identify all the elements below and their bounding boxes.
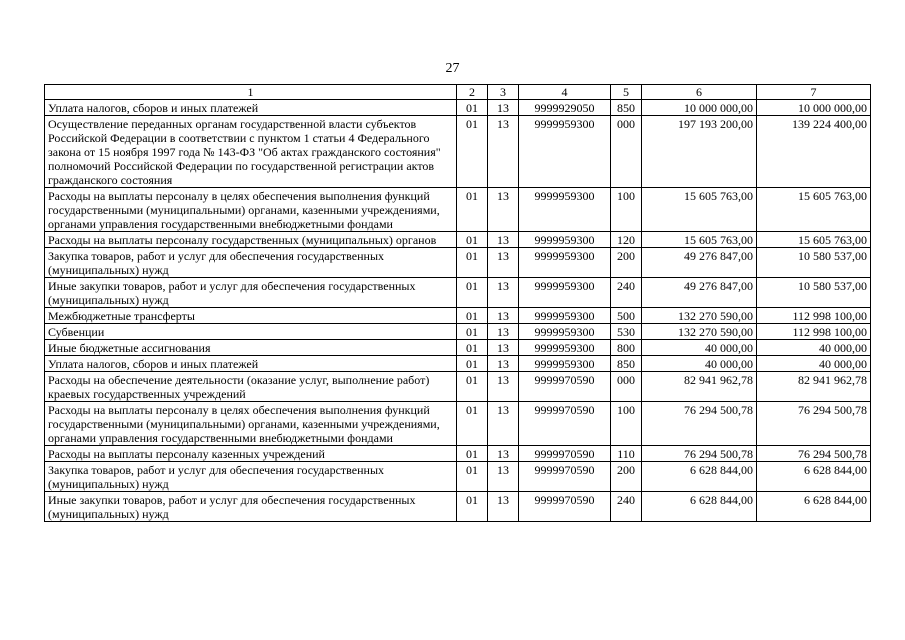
row-amount-7: 76 294 500,78: [757, 402, 871, 446]
row-target-code: 9999959300: [519, 356, 611, 372]
row-subsection: 13: [488, 278, 519, 308]
header-col-6: 6: [642, 85, 757, 100]
row-target-code: 9999970590: [519, 446, 611, 462]
row-name: Уплата налогов, сборов и иных платежей: [45, 356, 457, 372]
row-name: Расходы на выплаты персоналу в целях обеспечения выполнения функций государственными (муниципальными) органами, казенными учреждениями, органами управления государственными внебюджетными фондами: [45, 188, 457, 232]
row-section: 01: [457, 100, 488, 116]
table-row: [45, 356, 871, 372]
row-subsection: 13: [488, 324, 519, 340]
row-section: 01: [457, 232, 488, 248]
header-row: [45, 85, 871, 100]
row-subsection: 13: [488, 372, 519, 402]
row-expense-type: 000: [611, 372, 642, 402]
row-expense-type: 850: [611, 356, 642, 372]
row-name: Уплата налогов, сборов и иных платежей: [45, 100, 457, 116]
row-target-code: 9999959300: [519, 248, 611, 278]
page-number: 27: [445, 61, 460, 76]
row-section: 01: [457, 116, 488, 188]
row-target-code: 9999959300: [519, 188, 611, 232]
header-col-1: 1: [45, 85, 457, 100]
row-amount-7: 15 605 763,00: [757, 188, 871, 232]
row-subsection: 13: [488, 248, 519, 278]
row-expense-type: 800: [611, 340, 642, 356]
budget-table: [44, 84, 871, 522]
row-name: Осуществление переданных органам государственной власти субъектов Российской Федерации в соответствии с пунктом 1 статьи 4 Федерального закона от 15 ноября 1997 года № 143-ФЗ "Об актах гражданского состояния" полномочий Российской Федерации по государственной регистрации актов гражданского состояния: [45, 116, 457, 188]
row-amount-6: 15 605 763,00: [642, 232, 757, 248]
row-section: 01: [457, 356, 488, 372]
header-col-2: 2: [457, 85, 488, 100]
row-target-code: 9999970590: [519, 372, 611, 402]
row-subsection: 13: [488, 188, 519, 232]
row-name: Расходы на выплаты персоналу казенных учреждений: [45, 446, 457, 462]
row-section: 01: [457, 340, 488, 356]
table-row: [45, 188, 871, 232]
row-amount-7: 10 580 537,00: [757, 248, 871, 278]
row-expense-type: 850: [611, 100, 642, 116]
row-expense-type: 530: [611, 324, 642, 340]
row-expense-type: 200: [611, 248, 642, 278]
row-subsection: 13: [488, 308, 519, 324]
row-subsection: 13: [488, 462, 519, 492]
row-amount-6: 6 628 844,00: [642, 462, 757, 492]
row-expense-type: 500: [611, 308, 642, 324]
table-row: [45, 308, 871, 324]
row-subsection: 13: [488, 446, 519, 462]
row-expense-type: 240: [611, 278, 642, 308]
row-expense-type: 110: [611, 446, 642, 462]
row-name: Иные закупки товаров, работ и услуг для обеспечения государственных (муниципальных) нужд: [45, 278, 457, 308]
row-subsection: 13: [488, 100, 519, 116]
row-amount-6: 10 000 000,00: [642, 100, 757, 116]
row-section: 01: [457, 278, 488, 308]
header-col-5: 5: [611, 85, 642, 100]
row-name: Расходы на обеспечение деятельности (оказание услуг, выполнение работ) краевых государственных учреждений: [45, 372, 457, 402]
table-row: [45, 116, 871, 188]
row-amount-7: 10 580 537,00: [757, 278, 871, 308]
row-expense-type: 100: [611, 402, 642, 446]
row-target-code: 9999970590: [519, 402, 611, 446]
row-expense-type: 120: [611, 232, 642, 248]
row-amount-6: 49 276 847,00: [642, 248, 757, 278]
row-subsection: 13: [488, 492, 519, 522]
row-subsection: 13: [488, 340, 519, 356]
row-section: 01: [457, 402, 488, 446]
row-amount-7: 6 628 844,00: [757, 492, 871, 522]
table-row: [45, 232, 871, 248]
row-subsection: 13: [488, 232, 519, 248]
row-amount-6: 197 193 200,00: [642, 116, 757, 188]
table-row: [45, 402, 871, 446]
row-target-code: 9999929050: [519, 100, 611, 116]
row-amount-6: 76 294 500,78: [642, 446, 757, 462]
table-row: [45, 446, 871, 462]
row-section: 01: [457, 372, 488, 402]
row-target-code: 9999959300: [519, 232, 611, 248]
row-amount-6: 76 294 500,78: [642, 402, 757, 446]
row-amount-7: 139 224 400,00: [757, 116, 871, 188]
row-target-code: 9999959300: [519, 340, 611, 356]
row-expense-type: 200: [611, 462, 642, 492]
row-name: Межбюджетные трансферты: [45, 308, 457, 324]
row-amount-7: 40 000,00: [757, 340, 871, 356]
row-name: Закупка товаров, работ и услуг для обеспечения государственных (муниципальных) нужд: [45, 462, 457, 492]
row-amount-6: 132 270 590,00: [642, 324, 757, 340]
table-row: [45, 100, 871, 116]
header-col-3: 3: [488, 85, 519, 100]
row-section: 01: [457, 462, 488, 492]
row-name: Субвенции: [45, 324, 457, 340]
row-name: Расходы на выплаты персоналу в целях обеспечения выполнения функций государственными (муниципальными) органами, казенными учреждениями, органами управления государственными внебюджетными фондами: [45, 402, 457, 446]
row-amount-7: 10 000 000,00: [757, 100, 871, 116]
header-col-7: 7: [757, 85, 871, 100]
header-col-4: 4: [519, 85, 611, 100]
row-amount-7: 112 998 100,00: [757, 308, 871, 324]
row-target-code: 9999959300: [519, 308, 611, 324]
row-amount-6: 40 000,00: [642, 340, 757, 356]
row-amount-6: 40 000,00: [642, 356, 757, 372]
row-amount-7: 76 294 500,78: [757, 446, 871, 462]
row-section: 01: [457, 324, 488, 340]
row-amount-6: 132 270 590,00: [642, 308, 757, 324]
row-amount-7: 6 628 844,00: [757, 462, 871, 492]
table-row: [45, 462, 871, 492]
row-target-code: 9999970590: [519, 462, 611, 492]
row-section: 01: [457, 248, 488, 278]
row-expense-type: 000: [611, 116, 642, 188]
row-expense-type: 240: [611, 492, 642, 522]
row-amount-6: 49 276 847,00: [642, 278, 757, 308]
row-subsection: 13: [488, 116, 519, 188]
table-row: [45, 278, 871, 308]
row-amount-7: 82 941 962,78: [757, 372, 871, 402]
row-amount-7: 40 000,00: [757, 356, 871, 372]
table-row: [45, 340, 871, 356]
row-target-code: 9999959300: [519, 116, 611, 188]
row-target-code: 9999970590: [519, 492, 611, 522]
row-name: Закупка товаров, работ и услуг для обеспечения государственных (муниципальных) нужд: [45, 248, 457, 278]
table-row: [45, 492, 871, 522]
row-section: 01: [457, 492, 488, 522]
row-amount-6: 15 605 763,00: [642, 188, 757, 232]
row-target-code: 9999959300: [519, 278, 611, 308]
row-name: Расходы на выплаты персоналу государственных (муниципальных) органов: [45, 232, 457, 248]
row-target-code: 9999959300: [519, 324, 611, 340]
row-name: Иные закупки товаров, работ и услуг для обеспечения государственных (муниципальных) нужд: [45, 492, 457, 522]
row-section: 01: [457, 188, 488, 232]
row-amount-7: 112 998 100,00: [757, 324, 871, 340]
table-row: [45, 248, 871, 278]
table-row: [45, 372, 871, 402]
row-name: Иные бюджетные ассигнования: [45, 340, 457, 356]
row-amount-7: 15 605 763,00: [757, 232, 871, 248]
table-row: [45, 324, 871, 340]
row-expense-type: 100: [611, 188, 642, 232]
row-amount-6: 82 941 962,78: [642, 372, 757, 402]
row-amount-6: 6 628 844,00: [642, 492, 757, 522]
row-section: 01: [457, 446, 488, 462]
row-subsection: 13: [488, 356, 519, 372]
row-subsection: 13: [488, 402, 519, 446]
row-section: 01: [457, 308, 488, 324]
